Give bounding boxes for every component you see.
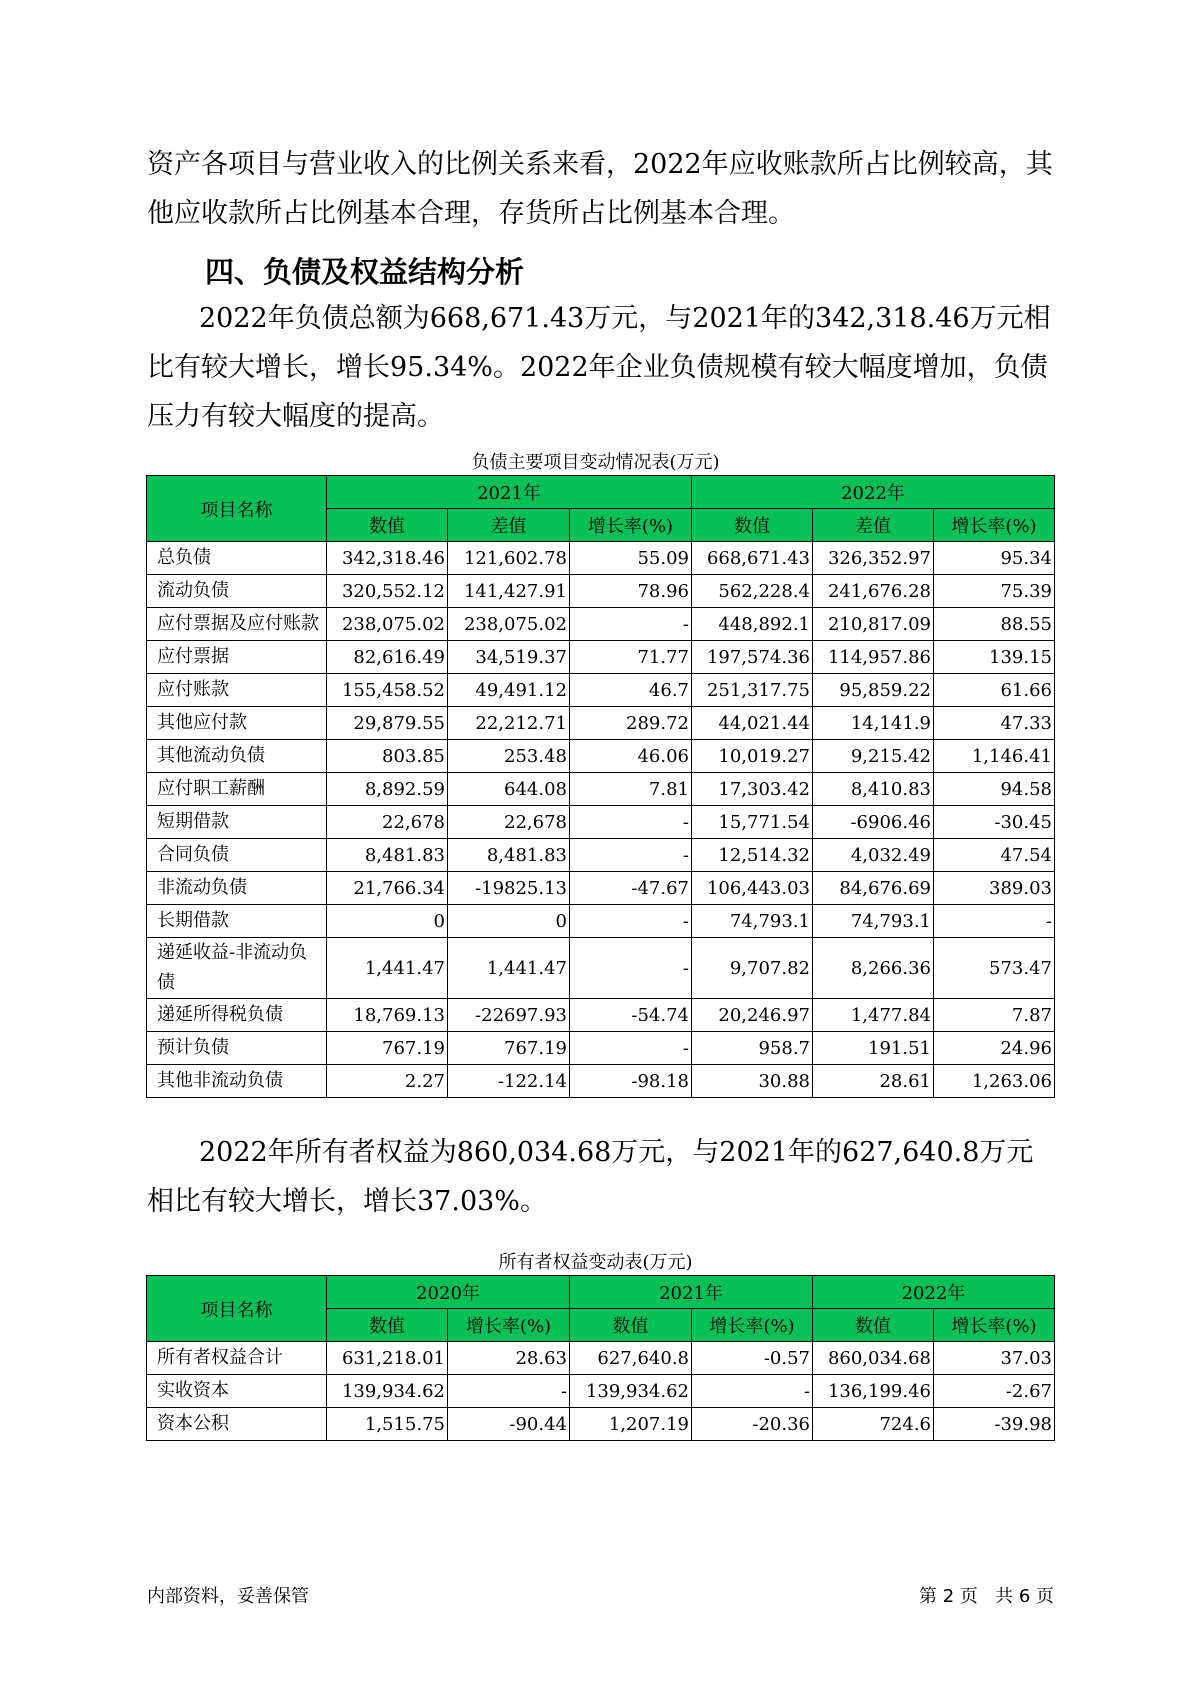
table-cell: - [570, 1032, 692, 1065]
table-cell: -30.45 [934, 806, 1055, 839]
row-label: 应付票据 [147, 641, 327, 674]
table-cell: 82,616.49 [327, 641, 448, 674]
row-label: 预计负债 [147, 1032, 327, 1065]
table-cell: 141,427.91 [448, 575, 570, 608]
row-label: 递延所得税负债 [147, 999, 327, 1032]
table-cell: 448,892.1 [692, 608, 813, 641]
table-cell: - [570, 608, 692, 641]
table-cell: 8,410.83 [813, 773, 934, 806]
table-cell: 668,671.43 [692, 542, 813, 575]
section-heading: 四、负债及权益结构分析 [205, 255, 525, 289]
row-label: 所有者权益合计 [147, 1342, 327, 1375]
table-cell: 24.96 [934, 1032, 1055, 1065]
table-cell: 30.88 [692, 1065, 813, 1098]
table-cell: -2.67 [934, 1375, 1055, 1408]
table-cell: 210,817.09 [813, 608, 934, 641]
footer-confidential-note: 内部资料，妥善保管 [147, 1586, 309, 1607]
table-cell: 44,021.44 [692, 707, 813, 740]
table-cell: 644.08 [448, 773, 570, 806]
table-cell: 14,141.9 [813, 707, 934, 740]
table-row [147, 905, 1055, 938]
table-cell: 74,793.1 [692, 905, 813, 938]
table-row [147, 542, 1055, 575]
table-row [147, 641, 1055, 674]
table-row [147, 608, 1055, 641]
table-cell: -20.36 [692, 1408, 813, 1441]
table-cell: 88.55 [934, 608, 1055, 641]
col-header-year: 2020年 [327, 1276, 570, 1309]
table-cell: 4,032.49 [813, 839, 934, 872]
table-cell: 7.81 [570, 773, 692, 806]
equity-table [146, 1275, 1055, 1441]
table-row [147, 1408, 1055, 1441]
table-cell: -90.44 [448, 1408, 570, 1441]
col-subheader: 增长率(%) [692, 1309, 813, 1342]
table-cell: 197,574.36 [692, 641, 813, 674]
col-subheader: 增长率(%) [934, 509, 1055, 542]
row-label: 其他流动负债 [147, 740, 327, 773]
table-cell: 139,934.62 [327, 1375, 448, 1408]
table-cell: 46.06 [570, 740, 692, 773]
table-cell: 71.77 [570, 641, 692, 674]
table-cell: 7.87 [934, 999, 1055, 1032]
table-cell: 22,212.71 [448, 707, 570, 740]
table-cell: 84,676.69 [813, 872, 934, 905]
table-row [147, 938, 1055, 999]
table-cell: 767.19 [448, 1032, 570, 1065]
table-cell: 155,458.52 [327, 674, 448, 707]
table-cell: 1,441.47 [327, 938, 448, 999]
table-cell: 1,477.84 [813, 999, 934, 1032]
table-cell: 139,934.62 [570, 1375, 692, 1408]
table-row [147, 1032, 1055, 1065]
table-row [147, 1065, 1055, 1098]
table-cell: 95.34 [934, 542, 1055, 575]
table-cell: 253.48 [448, 740, 570, 773]
row-label: 其他非流动负债 [147, 1065, 327, 1098]
col-subheader: 数值 [327, 1309, 448, 1342]
table-cell: 37.03 [934, 1342, 1055, 1375]
table-cell: 326,352.97 [813, 542, 934, 575]
col-header-item-name: 项目名称 [147, 1276, 327, 1342]
table-cell: 8,266.36 [813, 938, 934, 999]
table-cell: 241,676.28 [813, 575, 934, 608]
table-cell: -122.14 [448, 1065, 570, 1098]
table-cell: 12,514.32 [692, 839, 813, 872]
table-cell: -19825.13 [448, 872, 570, 905]
col-subheader: 数值 [327, 509, 448, 542]
table-cell: 8,481.83 [327, 839, 448, 872]
col-subheader: 增长率(%) [448, 1309, 570, 1342]
table-cell: 1,207.19 [570, 1408, 692, 1441]
table-cell: 139.15 [934, 641, 1055, 674]
col-header-year: 2021年 [570, 1276, 813, 1309]
table-cell: - [692, 1375, 813, 1408]
table-cell: -98.18 [570, 1065, 692, 1098]
row-label: 短期借款 [147, 806, 327, 839]
table-cell: 860,034.68 [813, 1342, 934, 1375]
row-label: 应付票据及应付账款 [147, 608, 327, 641]
table-cell: 47.33 [934, 707, 1055, 740]
table-cell: 74,793.1 [813, 905, 934, 938]
col-subheader: 差值 [813, 509, 934, 542]
table-row [147, 674, 1055, 707]
row-label: 合同负债 [147, 839, 327, 872]
table-cell: 47.54 [934, 839, 1055, 872]
table-cell: 29,879.55 [327, 707, 448, 740]
table-cell: 49,491.12 [448, 674, 570, 707]
table-cell: 191.51 [813, 1032, 934, 1065]
liability-paragraph: 2022年负债总额为668,671.43万元，与2021年的342,318.46万元相比有较大增长，增长95.34%。2022年企业负债规模有较大幅度增加，负债压力有较大幅度的提高。 [147, 303, 1051, 432]
table-row [147, 707, 1055, 740]
table-cell: 631,218.01 [327, 1342, 448, 1375]
liability-table [146, 475, 1055, 1098]
table-cell: 389.03 [934, 872, 1055, 905]
table-cell: 238,075.02 [327, 608, 448, 641]
row-label: 流动负债 [147, 575, 327, 608]
row-label: 应付职工薪酬 [147, 773, 327, 806]
table-cell: 121,602.78 [448, 542, 570, 575]
table-row [147, 773, 1055, 806]
table-row [147, 839, 1055, 872]
footer-page-number: 第 2 页 共 6 页 [919, 1586, 1054, 1607]
row-label: 资本公积 [147, 1408, 327, 1441]
table-cell: 9,707.82 [692, 938, 813, 999]
table-cell: -22697.93 [448, 999, 570, 1032]
col-subheader: 数值 [570, 1309, 692, 1342]
table-cell: - [570, 938, 692, 999]
table-cell: 136,199.46 [813, 1375, 934, 1408]
table-cell: - [570, 905, 692, 938]
table-cell: -47.67 [570, 872, 692, 905]
table-cell: 10,019.27 [692, 740, 813, 773]
table-cell: 55.09 [570, 542, 692, 575]
table-cell: 958.7 [692, 1032, 813, 1065]
table-cell: 9,215.42 [813, 740, 934, 773]
table-cell: -0.57 [692, 1342, 813, 1375]
row-label: 其他应付款 [147, 707, 327, 740]
col-subheader: 数值 [692, 509, 813, 542]
liability-table-caption: 负债主要项目变动情况表(万元) [471, 452, 720, 473]
col-header-year: 2021年 [327, 476, 692, 509]
table-cell: - [934, 905, 1055, 938]
table-row [147, 999, 1055, 1032]
table-cell: 0 [327, 905, 448, 938]
table-cell: 251,317.75 [692, 674, 813, 707]
table-cell: 2.27 [327, 1065, 448, 1098]
row-label: 总负债 [147, 542, 327, 575]
row-label: 非流动负债 [147, 872, 327, 905]
table-cell: 78.96 [570, 575, 692, 608]
table-row [147, 872, 1055, 905]
table-cell: 95,859.22 [813, 674, 934, 707]
table-cell: 238,075.02 [448, 608, 570, 641]
row-label: 实收资本 [147, 1375, 327, 1408]
table-cell: 114,957.86 [813, 641, 934, 674]
table-cell: 0 [448, 905, 570, 938]
row-label: 递延收益-非流动负债 [147, 938, 327, 999]
table-cell: 28.61 [813, 1065, 934, 1098]
table-cell: 61.66 [934, 674, 1055, 707]
row-label: 长期借款 [147, 905, 327, 938]
table-cell: 573.47 [934, 938, 1055, 999]
table-cell: 28.63 [448, 1342, 570, 1375]
table-row [147, 1342, 1055, 1375]
table-cell: 20,246.97 [692, 999, 813, 1032]
table-cell: 15,771.54 [692, 806, 813, 839]
table-cell: 75.39 [934, 575, 1055, 608]
table-cell: 21,766.34 [327, 872, 448, 905]
table-cell: 17,303.42 [692, 773, 813, 806]
table-cell: 767.19 [327, 1032, 448, 1065]
table-cell: 18,769.13 [327, 999, 448, 1032]
table-cell: 289.72 [570, 707, 692, 740]
table-cell: - [448, 1375, 570, 1408]
col-header-item-name: 项目名称 [147, 476, 327, 542]
table-cell: 34,519.37 [448, 641, 570, 674]
table-cell: - [570, 806, 692, 839]
table-cell: 94.58 [934, 773, 1055, 806]
col-subheader: 增长率(%) [570, 509, 692, 542]
table-cell: 8,892.59 [327, 773, 448, 806]
col-header-year: 2022年 [813, 1276, 1055, 1309]
table-cell: -6906.46 [813, 806, 934, 839]
table-row [147, 806, 1055, 839]
table-cell: -54.74 [570, 999, 692, 1032]
table-cell: 22,678 [327, 806, 448, 839]
table-cell: 1,441.47 [448, 938, 570, 999]
table-cell: 320,552.12 [327, 575, 448, 608]
table-cell: -39.98 [934, 1408, 1055, 1441]
table-row [147, 1375, 1055, 1408]
table-cell: 22,678 [448, 806, 570, 839]
row-label: 应付账款 [147, 674, 327, 707]
equity-table-caption: 所有者权益变动表(万元) [498, 1252, 693, 1273]
table-cell: 46.7 [570, 674, 692, 707]
table-row [147, 740, 1055, 773]
col-subheader: 数值 [813, 1309, 934, 1342]
intro-paragraph: 资产各项目与营业收入的比例关系来看，2022年应收账款所占比例较高，其他应收款所占比例基本合理，存货所占比例基本合理。 [147, 149, 1053, 229]
table-cell: 1,515.75 [327, 1408, 448, 1441]
table-row [147, 575, 1055, 608]
table-cell: 562,228.4 [692, 575, 813, 608]
table-cell: 106,443.03 [692, 872, 813, 905]
table-cell: 724.6 [813, 1408, 934, 1441]
table-cell: 803.85 [327, 740, 448, 773]
table-cell: - [570, 839, 692, 872]
table-cell: 1,146.41 [934, 740, 1055, 773]
col-header-year: 2022年 [692, 476, 1055, 509]
table-cell: 342,318.46 [327, 542, 448, 575]
table-cell: 8,481.83 [448, 839, 570, 872]
table-cell: 627,640.8 [570, 1342, 692, 1375]
table-cell: 1,263.06 [934, 1065, 1055, 1098]
equity-paragraph: 2022年所有者权益为860,034.68万元，与2021年的627,640.8万元相比有较大增长，增长37.03%。 [147, 1137, 1034, 1217]
col-subheader: 差值 [448, 509, 570, 542]
col-subheader: 增长率(%) [934, 1309, 1055, 1342]
